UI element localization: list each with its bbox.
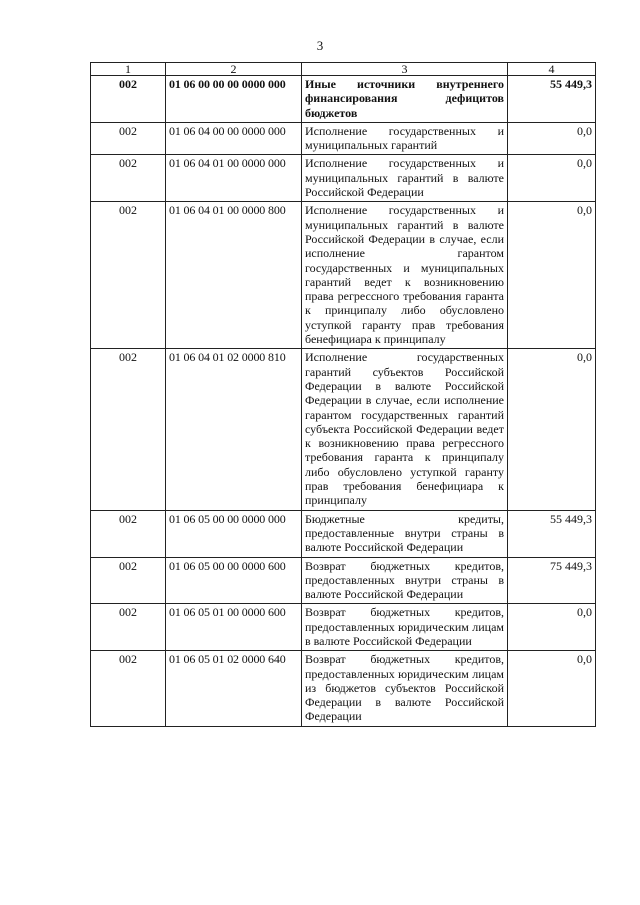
source-name-cell: Исполнение государственных гарантий субъектов Российской Федерации в валюте Российской Федерации в случае, если исполнение гарантом государственных гарантий субъекта Российской Федерации ведет к возникновению права регрессного требования гаранта к принципалу либо обусловлено уступкой гаранту прав требования бенефициара к принципалу (302, 349, 508, 510)
table-row (91, 122, 596, 155)
budget-code-cell: 01 06 05 01 02 0000 640 (166, 651, 302, 726)
budget-code-cell: 01 06 04 01 00 0000 000 (166, 155, 302, 202)
admin-code-cell: 002 (91, 202, 166, 349)
amount-cell: 0,0 (508, 651, 596, 726)
source-name-cell: Исполнение государственных и муниципальных гарантий (302, 122, 508, 155)
source-name-cell: Возврат бюджетных кредитов, предоставленных юридическим лицам в валюте Российской Федерации (302, 604, 508, 651)
admin-code-cell: 002 (91, 349, 166, 510)
table-row (91, 155, 596, 202)
budget-code-cell: 01 06 04 01 02 0000 810 (166, 349, 302, 510)
amount-cell: 0,0 (508, 604, 596, 651)
amount-cell: 0,0 (508, 202, 596, 349)
header-row (91, 63, 596, 76)
amount-cell: 55 449,3 (508, 510, 596, 557)
table-row (91, 349, 596, 510)
source-name-cell: Исполнение государственных и муниципальных гарантий в валюте Российской Федерации (302, 155, 508, 202)
amount-cell: 0,0 (508, 155, 596, 202)
amount-cell: 0,0 (508, 122, 596, 155)
admin-code-cell: 002 (91, 604, 166, 651)
budget-code-cell: 01 06 05 00 00 0000 600 (166, 557, 302, 604)
column-header-3: 3 (302, 63, 508, 76)
table-row (91, 202, 596, 349)
admin-code-cell: 002 (91, 557, 166, 604)
source-name-cell: Исполнение государственных и муниципальных гарантий в валюте Российской Федерации в случае, если исполнение гарантом государственных и муниципальных гарантий ведет к возникновению права регрессного требования гаранта к принципалу либо обусловлено уступкой гаранту прав требования бенефициара к принципалу (302, 202, 508, 349)
table-row (91, 604, 596, 651)
column-header-2: 2 (166, 63, 302, 76)
source-name-cell: Возврат бюджетных кредитов, предоставленных юридическим лицам из бюджетов субъектов Российской Федерации в валюте Российской Федерации (302, 651, 508, 726)
budget-code-cell: 01 06 04 01 00 0000 800 (166, 202, 302, 349)
budget-code-cell: 01 06 05 00 00 0000 000 (166, 510, 302, 557)
budget-code-cell: 01 06 05 01 00 0000 600 (166, 604, 302, 651)
admin-code-cell: 002 (91, 510, 166, 557)
admin-code-cell: 002 (91, 651, 166, 726)
budget-sources-table (90, 62, 596, 727)
budget-code-cell: 01 06 04 00 00 0000 000 (166, 122, 302, 155)
source-name-cell: Возврат бюджетных кредитов, предоставленных внутри страны в валюте Российской Федерации (302, 557, 508, 604)
page-number: 3 (316, 38, 324, 53)
column-header-4: 4 (508, 63, 596, 76)
amount-cell: 55 449,3 (508, 76, 596, 123)
table-row (91, 510, 596, 557)
admin-code-cell: 002 (91, 155, 166, 202)
admin-code-cell: 002 (91, 122, 166, 155)
amount-cell: 75 449,3 (508, 557, 596, 604)
budget-code-cell: 01 06 00 00 00 0000 000 (166, 76, 302, 123)
admin-code-cell: 002 (91, 76, 166, 123)
source-name-cell: Иные источники внутреннего финансирования дефицитов бюджетов (302, 76, 508, 123)
table-row (91, 557, 596, 604)
source-name-cell: Бюджетные кредиты, предоставленные внутри страны в валюте Российской Федерации (302, 510, 508, 557)
table-row (91, 76, 596, 123)
amount-cell: 0,0 (508, 349, 596, 510)
table-row (91, 651, 596, 726)
column-header-1: 1 (91, 63, 166, 76)
